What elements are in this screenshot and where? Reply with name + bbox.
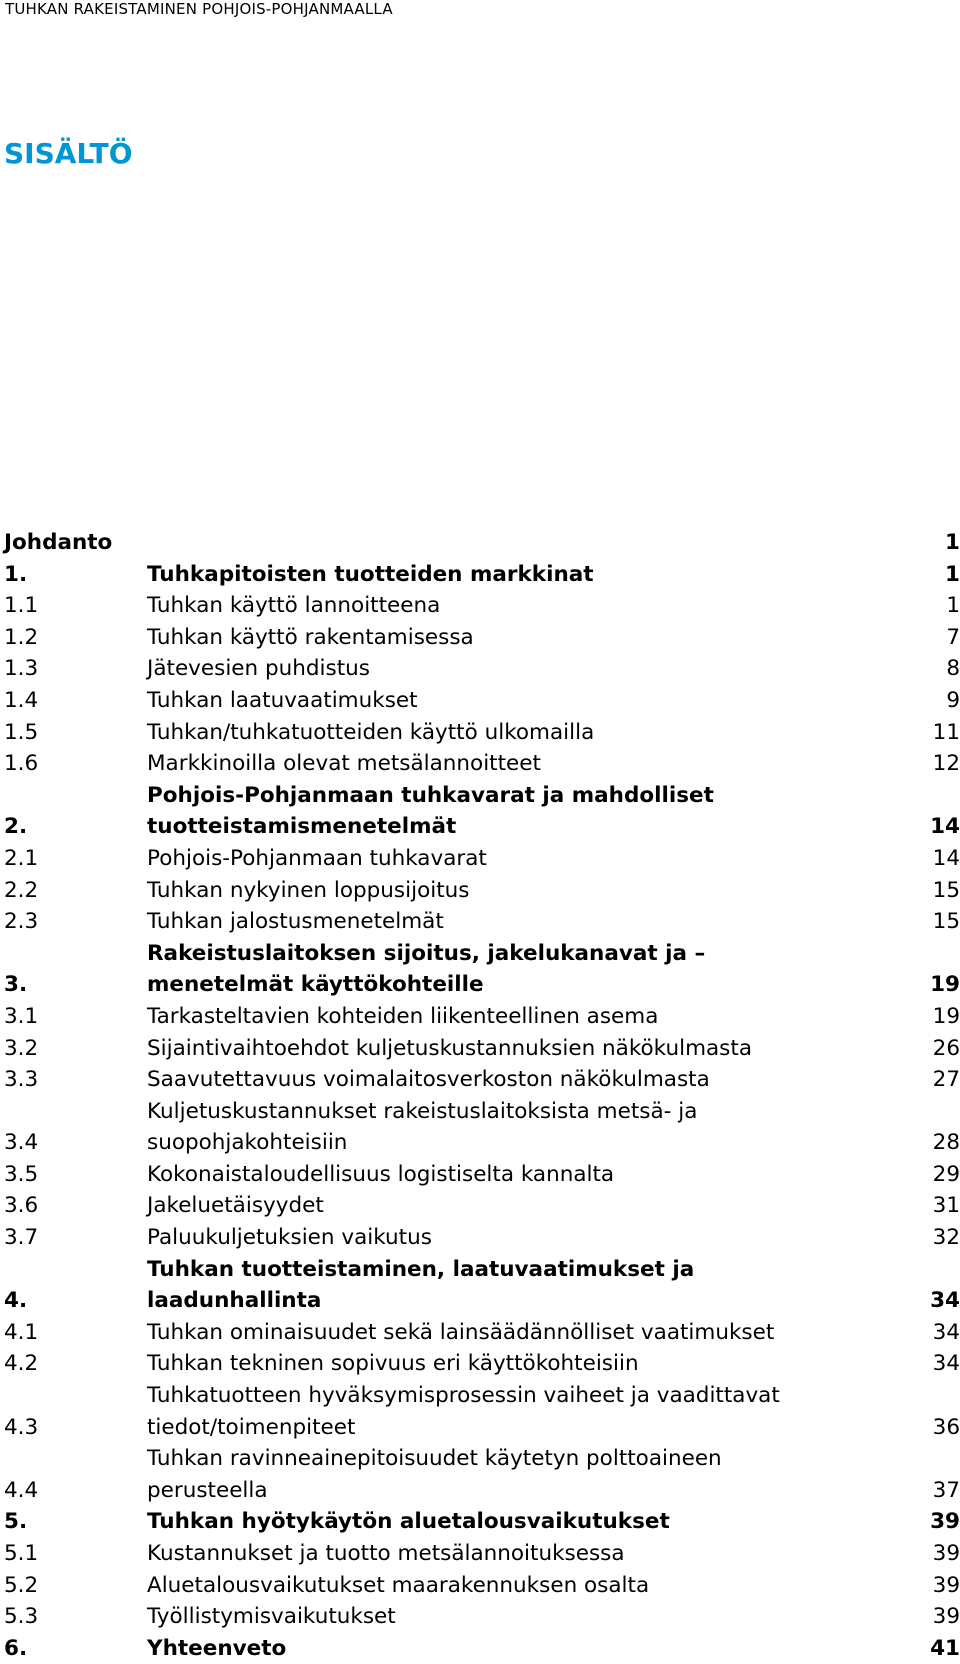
toc-entry-title: Tuhkan tuotteistaminen, laatuvaatimukset ja laadunhallinta (147, 1256, 695, 1314)
toc-entry-page: 27 (932, 1067, 960, 1093)
table-of-contents (4, 527, 960, 1664)
toc-entry[interactable] (4, 1601, 960, 1633)
toc-entry-number: 4.2 (4, 1351, 39, 1377)
toc-entry-number: 5.2 (4, 1572, 39, 1598)
toc-entry[interactable] (4, 1001, 960, 1033)
toc-entry[interactable] (4, 1190, 960, 1222)
toc-entry-title: Pohjois-Pohjanmaan tuhkavarat (147, 845, 487, 871)
toc-entry-number: 5. (4, 1509, 28, 1535)
toc-entry-page: 7 (946, 624, 960, 650)
toc-entry-number: 4. (4, 1288, 28, 1314)
toc-entry-title: Jakeluetäisyydet (147, 1193, 324, 1219)
toc-entry[interactable] (4, 559, 960, 591)
toc-entry-number: 2.2 (4, 877, 39, 903)
toc-entry[interactable] (4, 1506, 960, 1538)
toc-entry-number: 5.3 (4, 1604, 39, 1630)
toc-entry[interactable] (4, 748, 960, 780)
toc-entry-number: 3.3 (4, 1067, 39, 1093)
toc-entry-title: Sijaintivaihtoehdot kuljetuskustannuksien näkökulmasta (147, 1035, 752, 1061)
toc-entry-number: 4.4 (4, 1477, 39, 1503)
toc-entry-title: Tuhkan laatuvaatimukset (147, 687, 418, 713)
toc-entry[interactable] (4, 938, 960, 1001)
toc-entry-number: 1. (4, 561, 28, 587)
toc-entry[interactable] (4, 590, 960, 622)
toc-entry-title: Aluetalousvaikutukset maarakennuksen osalta (147, 1572, 650, 1598)
toc-entry-page: 37 (932, 1477, 960, 1503)
toc-entry-title: Tuhkan ominaisuudet sekä lainsäädännölliset vaatimukset (147, 1319, 775, 1345)
toc-entry-page: 36 (932, 1414, 960, 1440)
toc-entry-title: Yhteenveto (147, 1635, 287, 1661)
toc-entry[interactable] (4, 653, 960, 685)
toc-entry-number: 2. (4, 814, 28, 840)
toc-entry[interactable] (4, 1064, 960, 1096)
toc-entry[interactable] (4, 1159, 960, 1191)
toc-entry-page: 26 (932, 1035, 960, 1061)
toc-entry-title: Tuhkan ravinneainepitoisuudet käytetyn polttoaineen perusteella (147, 1446, 722, 1503)
toc-entry[interactable] (4, 717, 960, 749)
toc-entry-title: Tuhkan nykyinen loppusijoitus (147, 877, 470, 903)
toc-entry-number: 3.5 (4, 1161, 39, 1187)
toc-entry[interactable] (4, 685, 960, 717)
toc-entry-number: 2.3 (4, 909, 39, 935)
toc-heading: SISÄLTÖ (4, 137, 133, 170)
toc-entry-title: Tuhkan jalostusmenetelmät (147, 909, 444, 935)
toc-entry[interactable] (4, 875, 960, 907)
toc-entry-title: Markkinoilla olevat metsälannoitteet (147, 751, 541, 777)
toc-entry[interactable] (4, 1096, 960, 1159)
toc-entry-page: 34 (932, 1319, 960, 1345)
toc-entry[interactable] (4, 1443, 960, 1506)
toc-entry-title: Tuhkapitoisten tuotteiden markkinat (147, 561, 594, 587)
toc-entry-page: 15 (932, 877, 960, 903)
toc-entry-page: 19 (932, 1003, 960, 1029)
toc-entry-page: 11 (932, 719, 960, 745)
toc-entry[interactable] (4, 1538, 960, 1570)
toc-entry-title: Saavutettavuus voimalaitosverkoston näkökulmasta (147, 1067, 710, 1093)
toc-entry-number: 5.1 (4, 1541, 39, 1566)
toc-entry-page: 39 (932, 1604, 960, 1630)
toc-entry-title: Jätevesien puhdistus (147, 656, 370, 682)
toc-entry-page: 39 (932, 1572, 960, 1598)
toc-entry-page: 29 (932, 1161, 960, 1187)
toc-entry-number: 1.1 (4, 593, 39, 619)
toc-entry-page: 41 (930, 1635, 960, 1661)
toc-entry[interactable] (4, 1222, 960, 1254)
toc-entry-title: Kuljetuskustannukset rakeistuslaitoksista metsä- ja suopohjakohteisiin (147, 1098, 698, 1156)
toc-entry-number: 3. (4, 972, 28, 998)
toc-entry[interactable] (4, 622, 960, 654)
toc-entry-page: 9 (946, 687, 960, 713)
toc-entry-number: 4.1 (4, 1319, 39, 1345)
toc-entry[interactable] (4, 1317, 960, 1349)
toc-entry-title: Tuhkan hyötykäytön aluetalousvaikutukset (147, 1509, 670, 1535)
toc-entry-page: 12 (932, 751, 960, 777)
toc-entry-number: 1.5 (4, 719, 39, 745)
toc-entry-number: 6. (4, 1635, 28, 1661)
toc-entry-title: Rakeistuslaitoksen sijoitus, jakelukanavat ja – menetelmät käyttökohteille (147, 940, 706, 998)
toc-entry-page: 39 (932, 1541, 960, 1566)
toc-entry-title: Tuhkan/tuhkatuotteiden käyttö ulkomailla (147, 719, 595, 745)
toc-entry-title: Työllistymisvaikutukset (147, 1604, 396, 1630)
toc-entry[interactable] (4, 1570, 960, 1602)
toc-entry-title: Kokonaistaloudellisuus logistiselta kannalta (147, 1161, 615, 1187)
toc-entry[interactable] (4, 780, 960, 843)
toc-entry-page: 34 (930, 1288, 960, 1314)
toc-entry-number: 3.6 (4, 1193, 39, 1219)
toc-entry[interactable] (4, 1633, 960, 1664)
toc-entry-title: Paluukuljetuksien vaikutus (147, 1225, 432, 1251)
toc-entry-page: 39 (930, 1509, 960, 1535)
toc-entry-page: 1 (946, 593, 960, 619)
toc-entry-number: 1.6 (4, 751, 39, 777)
toc-entry-number: 3.1 (4, 1003, 39, 1029)
toc-entry-page: 15 (932, 909, 960, 935)
toc-entry-page: 8 (946, 656, 960, 682)
toc-entry-title: Tuhkatuotteen hyväksymisprosessin vaiheet ja vaadittavat tiedot/toimenpiteet (147, 1383, 780, 1440)
toc-entry-number: 3.4 (4, 1130, 39, 1156)
toc-entry-title: Tuhkan tekninen sopivuus eri käyttökohteisiin (147, 1351, 639, 1377)
toc-entry-number: 3.2 (4, 1035, 39, 1061)
toc-entry-title: Tuhkan käyttö rakentamisessa (147, 624, 474, 650)
toc-entry[interactable] (4, 1348, 960, 1380)
toc-entry[interactable] (4, 843, 960, 875)
toc-entry-page: 1 (945, 530, 960, 555)
toc-entry[interactable] (4, 527, 960, 559)
toc-entry-page: 28 (932, 1130, 960, 1156)
toc-entry-number: 2.1 (4, 845, 39, 871)
toc-entry-number: 4.3 (4, 1414, 39, 1440)
running-header: TUHKAN RAKEISTAMINEN POHJOIS-POHJANMAALLA (5, 0, 393, 18)
toc-entry[interactable] (4, 1033, 960, 1065)
toc-entry[interactable] (4, 906, 960, 938)
toc-entry-page: 19 (930, 972, 960, 998)
toc-entry-page: 1 (945, 561, 960, 587)
toc-entry-page: 31 (932, 1193, 960, 1219)
toc-entry-title: Pohjois-Pohjanmaan tuhkavarat ja mahdolliset tuotteistamismenetelmät (147, 782, 714, 840)
toc-entry-page: 14 (932, 845, 960, 871)
toc-entry-page: 32 (932, 1225, 960, 1251)
toc-entry-title: Kustannukset ja tuotto metsälannoituksessa (147, 1541, 625, 1566)
toc-entry-number: 1.4 (4, 687, 39, 713)
toc-entry[interactable] (4, 1380, 960, 1443)
toc-entry-title: Johdanto (4, 530, 113, 555)
toc-entry-title: Tuhkan käyttö lannoitteena (147, 593, 441, 619)
toc-entry-number: 1.3 (4, 656, 39, 682)
toc-entry-title: Tarkasteltavien kohteiden liikenteellinen asema (147, 1003, 659, 1029)
toc-entry-number: 1.2 (4, 624, 39, 650)
toc-entry-number: 3.7 (4, 1225, 39, 1251)
toc-entry-page: 14 (930, 814, 960, 840)
toc-entry-page: 34 (932, 1351, 960, 1377)
toc-entry[interactable] (4, 1254, 960, 1317)
